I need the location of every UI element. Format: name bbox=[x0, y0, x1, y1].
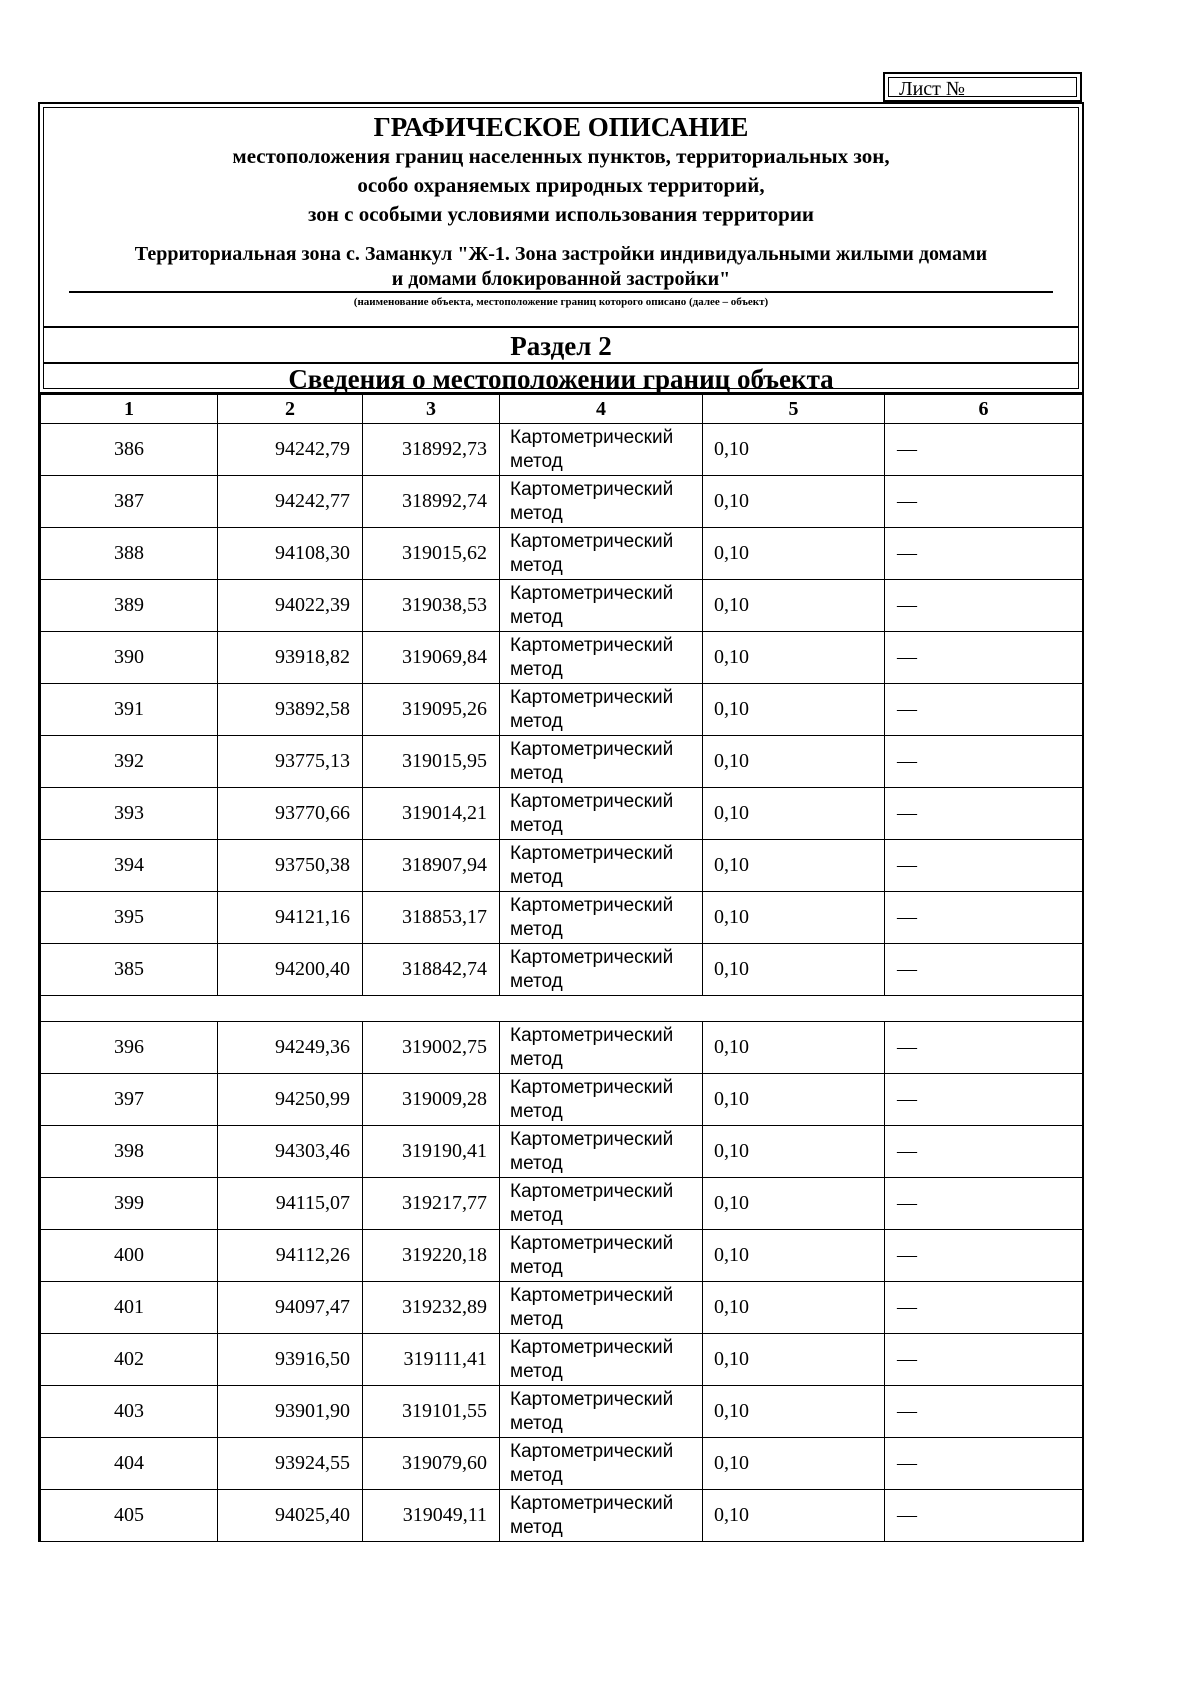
point-number: 399 bbox=[41, 1178, 218, 1230]
sheet-number-box bbox=[883, 72, 1082, 102]
coord-y: 319049,11 bbox=[363, 1490, 500, 1542]
accuracy-cell: 0,10 bbox=[703, 684, 885, 736]
accuracy-cell: 0,10 bbox=[703, 1230, 885, 1282]
method-cell: Картометрический метод bbox=[500, 788, 703, 840]
table-row bbox=[41, 944, 1083, 996]
point-number: 390 bbox=[41, 632, 218, 684]
table-row bbox=[41, 476, 1083, 528]
method-cell: Картометрический метод bbox=[500, 944, 703, 996]
subtitle-line-1: местоположения границ населенных пунктов, территориальных зон, bbox=[232, 144, 890, 168]
document-title: ГРАФИЧЕСКОЕ ОПИСАНИЕ bbox=[373, 112, 749, 142]
accuracy-cell: 0,10 bbox=[703, 1490, 885, 1542]
description-cell: — bbox=[885, 1438, 1083, 1490]
coord-y: 318907,94 bbox=[363, 840, 500, 892]
section-number: Раздел 2 bbox=[44, 326, 1078, 364]
coord-y: 318853,17 bbox=[363, 892, 500, 944]
column-header: 2 bbox=[218, 395, 363, 424]
coord-x: 94022,39 bbox=[218, 580, 363, 632]
point-number: 401 bbox=[41, 1282, 218, 1334]
coord-y: 318992,73 bbox=[363, 424, 500, 476]
coord-y: 318992,74 bbox=[363, 476, 500, 528]
table-row bbox=[41, 736, 1083, 788]
point-number: 394 bbox=[41, 840, 218, 892]
section-title: Сведения о местоположении границ объекта bbox=[44, 362, 1078, 395]
description-cell: — bbox=[885, 840, 1083, 892]
table-row bbox=[41, 1386, 1083, 1438]
method-cell: Картометрический метод bbox=[500, 684, 703, 736]
accuracy-cell: 0,10 bbox=[703, 944, 885, 996]
description-cell: — bbox=[885, 528, 1083, 580]
underline-rule bbox=[69, 291, 1053, 293]
subtitle-line-2: особо охраняемых природных территорий, bbox=[357, 173, 765, 197]
accuracy-cell: 0,10 bbox=[703, 580, 885, 632]
table-row bbox=[41, 788, 1083, 840]
method-cell: Картометрический метод bbox=[500, 1386, 703, 1438]
accuracy-cell: 0,10 bbox=[703, 476, 885, 528]
point-number: 387 bbox=[41, 476, 218, 528]
table-row bbox=[41, 1334, 1083, 1386]
coord-y: 319111,41 bbox=[363, 1334, 500, 1386]
accuracy-cell: 0,10 bbox=[703, 736, 885, 788]
method-cell: Картометрический метод bbox=[500, 1282, 703, 1334]
table-row bbox=[41, 1230, 1083, 1282]
accuracy-cell: 0,10 bbox=[703, 528, 885, 580]
column-header: 4 bbox=[500, 395, 703, 424]
coord-x: 93918,82 bbox=[218, 632, 363, 684]
column-header: 6 bbox=[885, 395, 1083, 424]
point-number: 386 bbox=[41, 424, 218, 476]
point-number: 405 bbox=[41, 1490, 218, 1542]
coord-y: 319232,89 bbox=[363, 1282, 500, 1334]
accuracy-cell: 0,10 bbox=[703, 1386, 885, 1438]
description-cell: — bbox=[885, 1282, 1083, 1334]
coord-y: 319002,75 bbox=[363, 1022, 500, 1074]
column-header: 5 bbox=[703, 395, 885, 424]
column-header: 1 bbox=[41, 395, 218, 424]
method-cell: Картометрический метод bbox=[500, 1230, 703, 1282]
sheet-label: Лист № bbox=[888, 77, 1077, 97]
description-cell: — bbox=[885, 424, 1083, 476]
point-number: 398 bbox=[41, 1126, 218, 1178]
coord-x: 94112,26 bbox=[218, 1230, 363, 1282]
table-row bbox=[41, 840, 1083, 892]
coord-x: 94303,46 bbox=[218, 1126, 363, 1178]
method-cell: Картометрический метод bbox=[500, 840, 703, 892]
accuracy-cell: 0,10 bbox=[703, 1282, 885, 1334]
accuracy-cell: 0,10 bbox=[703, 424, 885, 476]
accuracy-cell: 0,10 bbox=[703, 1334, 885, 1386]
method-cell: Картометрический метод bbox=[500, 892, 703, 944]
description-cell: — bbox=[885, 944, 1083, 996]
point-number: 396 bbox=[41, 1022, 218, 1074]
point-number: 395 bbox=[41, 892, 218, 944]
coord-y: 319009,28 bbox=[363, 1074, 500, 1126]
point-number: 404 bbox=[41, 1438, 218, 1490]
method-cell: Картометрический метод bbox=[500, 1074, 703, 1126]
coord-y: 319014,21 bbox=[363, 788, 500, 840]
object-caption: (наименование объекта, местоположение границ которого описано (далее – объект) bbox=[353, 296, 769, 308]
coord-y: 319015,62 bbox=[363, 528, 500, 580]
coord-y: 319101,55 bbox=[363, 1386, 500, 1438]
point-number: 393 bbox=[41, 788, 218, 840]
coord-y: 318842,74 bbox=[363, 944, 500, 996]
method-cell: Картометрический метод bbox=[500, 580, 703, 632]
table-row bbox=[41, 1490, 1083, 1542]
coordinates-table-wrap bbox=[38, 394, 1084, 1542]
method-cell: Картометрический метод bbox=[500, 736, 703, 788]
coord-x: 94200,40 bbox=[218, 944, 363, 996]
zone-name-line-2: и домами блокированной застройки" bbox=[391, 268, 731, 290]
method-cell: Картометрический метод bbox=[500, 1178, 703, 1230]
description-cell: — bbox=[885, 632, 1083, 684]
accuracy-cell: 0,10 bbox=[703, 1438, 885, 1490]
document-header bbox=[38, 102, 1084, 394]
accuracy-cell: 0,10 bbox=[703, 892, 885, 944]
method-cell: Картометрический метод bbox=[500, 528, 703, 580]
coord-y: 319190,41 bbox=[363, 1126, 500, 1178]
description-cell: — bbox=[885, 476, 1083, 528]
method-cell: Картометрический метод bbox=[500, 1490, 703, 1542]
table-row bbox=[41, 892, 1083, 944]
description-cell: — bbox=[885, 1334, 1083, 1386]
method-cell: Картометрический метод bbox=[500, 1438, 703, 1490]
coord-x: 94250,99 bbox=[218, 1074, 363, 1126]
table-row bbox=[41, 684, 1083, 736]
coord-x: 94242,77 bbox=[218, 476, 363, 528]
point-number: 402 bbox=[41, 1334, 218, 1386]
coord-x: 93924,55 bbox=[218, 1438, 363, 1490]
coord-x: 93901,90 bbox=[218, 1386, 363, 1438]
point-number: 397 bbox=[41, 1074, 218, 1126]
coord-y: 319079,60 bbox=[363, 1438, 500, 1490]
accuracy-cell: 0,10 bbox=[703, 1178, 885, 1230]
title-area bbox=[44, 108, 1078, 326]
coord-y: 319069,84 bbox=[363, 632, 500, 684]
table-row bbox=[41, 1074, 1083, 1126]
description-cell: — bbox=[885, 1178, 1083, 1230]
description-cell: — bbox=[885, 788, 1083, 840]
table-row bbox=[41, 580, 1083, 632]
coord-y: 319220,18 bbox=[363, 1230, 500, 1282]
coord-x: 94097,47 bbox=[218, 1282, 363, 1334]
table-row bbox=[41, 424, 1083, 476]
coord-x: 93916,50 bbox=[218, 1334, 363, 1386]
coord-y: 319038,53 bbox=[363, 580, 500, 632]
column-header: 3 bbox=[363, 395, 500, 424]
method-cell: Картометрический метод bbox=[500, 476, 703, 528]
description-cell: — bbox=[885, 684, 1083, 736]
coord-y: 319015,95 bbox=[363, 736, 500, 788]
coordinates-table bbox=[40, 394, 1083, 1542]
table-row bbox=[41, 1126, 1083, 1178]
accuracy-cell: 0,10 bbox=[703, 788, 885, 840]
column-header-row bbox=[41, 395, 1083, 424]
description-cell: — bbox=[885, 1490, 1083, 1542]
coord-y: 319217,77 bbox=[363, 1178, 500, 1230]
accuracy-cell: 0,10 bbox=[703, 1022, 885, 1074]
description-cell: — bbox=[885, 1074, 1083, 1126]
accuracy-cell: 0,10 bbox=[703, 840, 885, 892]
table-row bbox=[41, 1022, 1083, 1074]
coord-x: 94115,07 bbox=[218, 1178, 363, 1230]
table-row bbox=[41, 528, 1083, 580]
description-cell: — bbox=[885, 1022, 1083, 1074]
table-row bbox=[41, 1282, 1083, 1334]
description-cell: — bbox=[885, 736, 1083, 788]
coord-x: 93750,38 bbox=[218, 840, 363, 892]
coord-x: 94025,40 bbox=[218, 1490, 363, 1542]
coord-x: 93775,13 bbox=[218, 736, 363, 788]
accuracy-cell: 0,10 bbox=[703, 632, 885, 684]
table-row bbox=[41, 632, 1083, 684]
method-cell: Картометрический метод bbox=[500, 424, 703, 476]
point-number: 389 bbox=[41, 580, 218, 632]
coord-x: 94121,16 bbox=[218, 892, 363, 944]
description-cell: — bbox=[885, 1230, 1083, 1282]
coord-x: 94242,79 bbox=[218, 424, 363, 476]
description-cell: — bbox=[885, 1386, 1083, 1438]
coord-x: 94249,36 bbox=[218, 1022, 363, 1074]
accuracy-cell: 0,10 bbox=[703, 1074, 885, 1126]
method-cell: Картометрический метод bbox=[500, 1334, 703, 1386]
point-number: 400 bbox=[41, 1230, 218, 1282]
point-number: 388 bbox=[41, 528, 218, 580]
table-row bbox=[41, 1438, 1083, 1490]
contour-separator-row bbox=[41, 996, 1083, 1022]
method-cell: Картометрический метод bbox=[500, 1022, 703, 1074]
point-number: 385 bbox=[41, 944, 218, 996]
description-cell: — bbox=[885, 1126, 1083, 1178]
coord-y: 319095,26 bbox=[363, 684, 500, 736]
accuracy-cell: 0,10 bbox=[703, 1126, 885, 1178]
method-cell: Картометрический метод bbox=[500, 632, 703, 684]
method-cell: Картометрический метод bbox=[500, 1126, 703, 1178]
description-cell: — bbox=[885, 580, 1083, 632]
description-cell: — bbox=[885, 892, 1083, 944]
table-row bbox=[41, 1178, 1083, 1230]
subtitle-line-3: зон с особыми условиями использования территории bbox=[307, 202, 815, 226]
coord-x: 93892,58 bbox=[218, 684, 363, 736]
point-number: 391 bbox=[41, 684, 218, 736]
coord-x: 94108,30 bbox=[218, 528, 363, 580]
point-number: 403 bbox=[41, 1386, 218, 1438]
point-number: 392 bbox=[41, 736, 218, 788]
coord-x: 93770,66 bbox=[218, 788, 363, 840]
zone-name-line-1: Территориальная зона с. Заманкул "Ж-1. Зона застройки индивидуальными жилыми домами bbox=[134, 243, 988, 265]
